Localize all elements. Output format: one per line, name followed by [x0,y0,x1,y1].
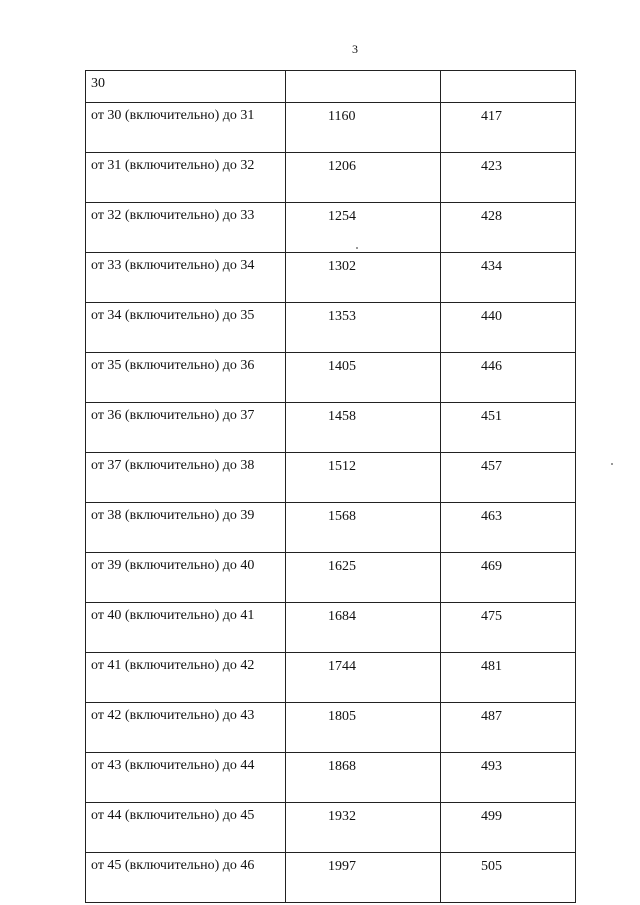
range-cell: от 30 (включительно) до 31 [86,103,286,153]
table-row-continuation [86,71,576,103]
range-cell: от 45 (включительно) до 46 [86,853,286,903]
value-a-cell: 1512 [286,453,441,503]
table-row [86,603,576,653]
value-a-cell: 1206 [286,153,441,203]
value-b-cell: 423 [441,153,576,203]
range-cell: от 36 (включительно) до 37 [86,403,286,453]
value-a-cell: 1458 [286,403,441,453]
value-b-cell: 457 [441,453,576,503]
table-row [86,753,576,803]
table-body [86,71,576,903]
table-row [86,403,576,453]
value-b-cell: 434 [441,253,576,303]
value-b-cell: 505 [441,853,576,903]
table-row [86,303,576,353]
value-b-cell: 446 [441,353,576,403]
value-a-cell: 1160 [286,103,441,153]
value-b-cell: 499 [441,803,576,853]
value-a-cell: 1625 [286,553,441,603]
range-cell: от 41 (включительно) до 42 [86,653,286,703]
value-a-cell: 1302 [286,253,441,303]
range-cell: от 39 (включительно) до 40 [86,553,286,603]
range-cell: от 38 (включительно) до 39 [86,503,286,553]
scan-speck [356,247,358,249]
value-a-cell: 1254 [286,203,441,253]
value-a-cell: 1684 [286,603,441,653]
table-row [86,353,576,403]
value-b-cell: 469 [441,553,576,603]
table-row [86,153,576,203]
table-row [86,253,576,303]
table-row [86,653,576,703]
value-a-cell: 1744 [286,653,441,703]
value-a-cell: 1568 [286,503,441,553]
range-cell: от 42 (включительно) до 43 [86,703,286,753]
data-table [85,70,576,903]
range-cell: от 44 (включительно) до 45 [86,803,286,853]
value-b-cell: 417 [441,103,576,153]
value-b-cell: 493 [441,753,576,803]
value-b-cell: 440 [441,303,576,353]
value-b-cell: 463 [441,503,576,553]
range-cell: 30 [86,71,286,103]
range-cell: от 32 (включительно) до 33 [86,203,286,253]
range-cell: от 37 (включительно) до 38 [86,453,286,503]
value-a-cell: 1405 [286,353,441,403]
value-b-cell: 451 [441,403,576,453]
value-b-cell: 428 [441,203,576,253]
table-row [86,703,576,753]
value-b-cell: 475 [441,603,576,653]
range-cell: от 31 (включительно) до 32 [86,153,286,203]
table-row [86,203,576,253]
table-row [86,103,576,153]
value-b-cell [441,71,576,103]
range-cell: от 40 (включительно) до 41 [86,603,286,653]
value-b-cell: 487 [441,703,576,753]
value-b-cell: 481 [441,653,576,703]
page-number: 3 [352,42,358,56]
range-cell: от 33 (включительно) до 34 [86,253,286,303]
range-cell: от 43 (включительно) до 44 [86,753,286,803]
table-row [86,453,576,503]
table-row [86,803,576,853]
value-a-cell [286,71,441,103]
value-a-cell: 1997 [286,853,441,903]
value-a-cell: 1868 [286,753,441,803]
value-a-cell: 1805 [286,703,441,753]
range-cell: от 35 (включительно) до 36 [86,353,286,403]
table-row [86,553,576,603]
range-cell: от 34 (включительно) до 35 [86,303,286,353]
table-row [86,853,576,903]
scan-speck [611,463,613,465]
table-row [86,503,576,553]
value-a-cell: 1353 [286,303,441,353]
value-a-cell: 1932 [286,803,441,853]
